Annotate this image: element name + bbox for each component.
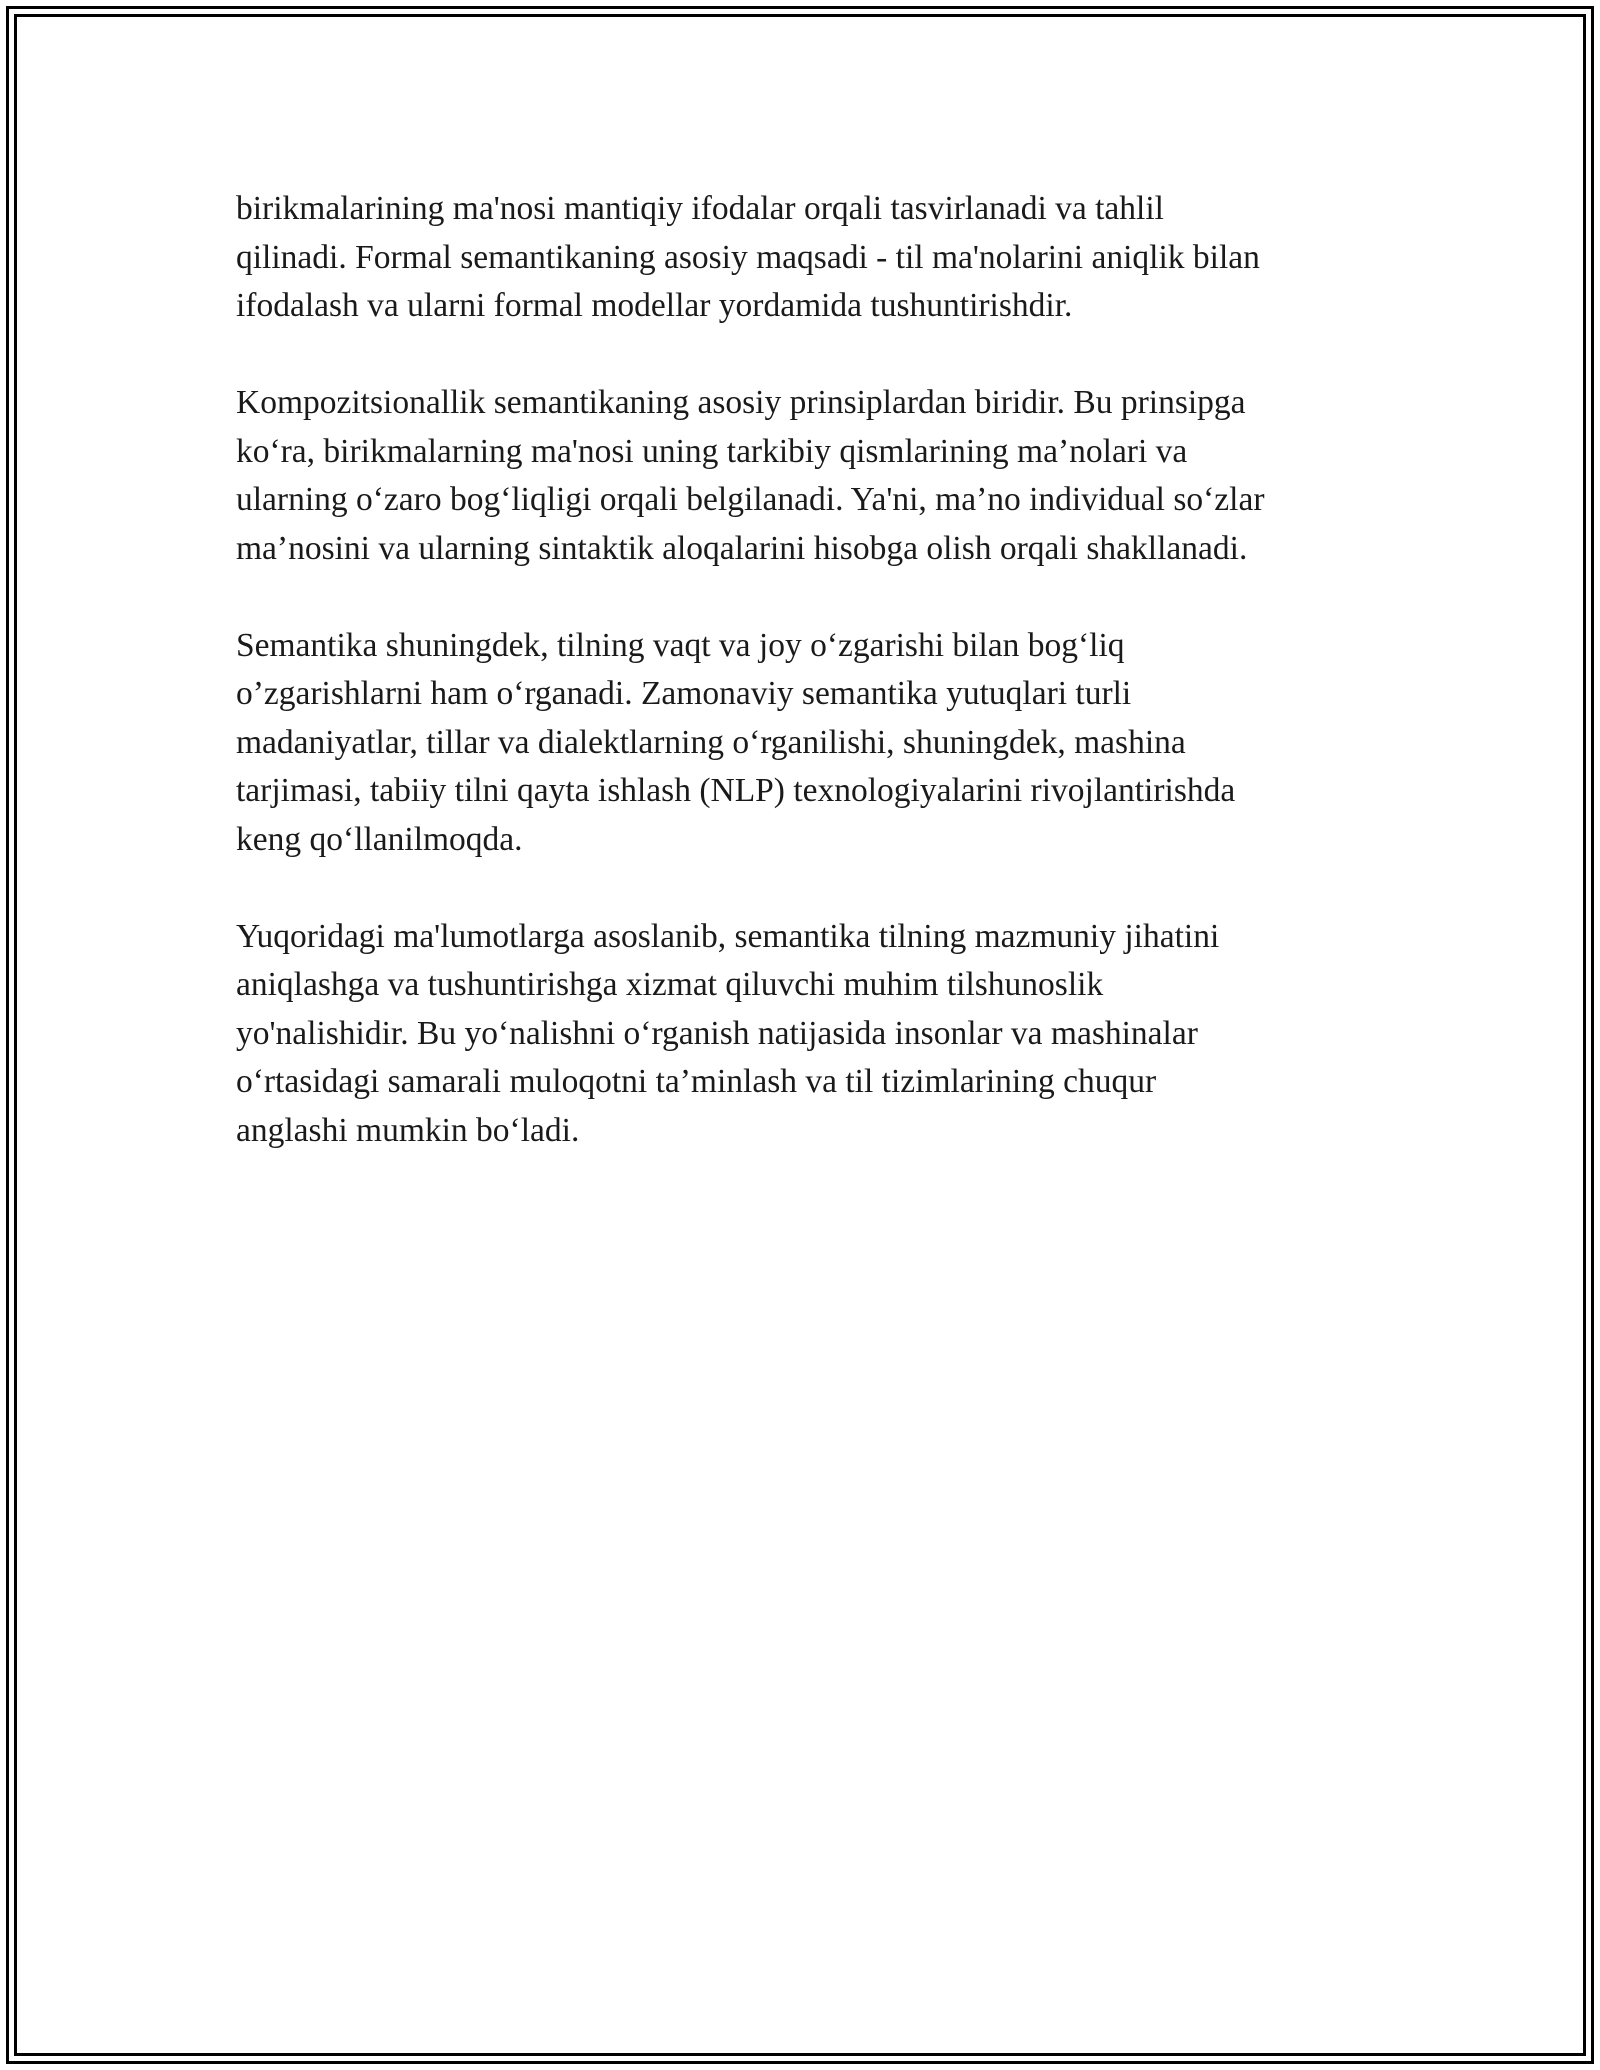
text-line: o‘rtasidagi samarali muloqotni ta’minlash va til tizimlarining chuqur bbox=[236, 1063, 1157, 1100]
paragraph-2 bbox=[236, 379, 1386, 573]
text-line: o’zgarishlarni ham o‘rganadi. Zamonaviy semantika yutuqlari turli bbox=[236, 675, 1132, 712]
text-line: keng qo‘llanilmoqda. bbox=[236, 820, 523, 858]
paragraph-1 bbox=[236, 185, 1386, 331]
text-line: anglashi mumkin bo‘ladi. bbox=[236, 1111, 580, 1149]
text-line: Kompozitsionallik semantikaning asosiy prinsiplardan biridir. Bu prinsipga bbox=[236, 384, 1246, 421]
paragraph-3 bbox=[236, 622, 1386, 865]
text-line: Yuqoridagi ma'lumotlarga asoslanib, semantika tilning mazmuniy jihatini bbox=[236, 917, 1220, 955]
text-line: ma’nosini va ularning sintaktik aloqalarini hisobga olish orqali shakllanadi. bbox=[236, 529, 1248, 567]
paragraph-4 bbox=[236, 913, 1386, 1156]
text-line: qilinadi. Formal semantikaning asosiy maqsadi - til ma'nolarini aniqlik bilan bbox=[236, 238, 1260, 276]
text-line: madaniyatlar, tillar va dialektlarning o‘rganilishi, shuningdek, mashina bbox=[236, 723, 1186, 761]
text-line: ularning o‘zaro bog‘liqligi orqali belgilanadi. Ya'ni, ma’no individual so‘zlar bbox=[236, 481, 1265, 518]
document-body bbox=[236, 185, 1386, 1204]
text-line: tarjimasi, tabiiy tilni qayta ishlash (NLP) texnologiyalarini rivojlantirishda bbox=[236, 772, 1236, 809]
text-line: Semantika shuningdek, tilning vaqt va joy o‘zgarishi bilan bog‘liq bbox=[236, 626, 1125, 664]
text-line: ifodalash va ularni formal modellar yordamida tushuntirishdir. bbox=[236, 287, 1073, 324]
text-line: birikmalarining ma'nosi mantiqiy ifodalar orqali tasvirlanadi va tahlil bbox=[236, 190, 1164, 227]
text-line: ko‘ra, birikmalarning ma'nosi uning tarkibiy qismlarining ma’nolari va bbox=[236, 432, 1188, 470]
text-line: aniqlashga va tushuntirishga xizmat qiluvchi muhim tilshunoslik bbox=[236, 966, 1104, 1003]
text-line: yo'nalishidir. Bu yo‘nalishni o‘rganish natijasida insonlar va mashinalar bbox=[236, 1014, 1198, 1052]
